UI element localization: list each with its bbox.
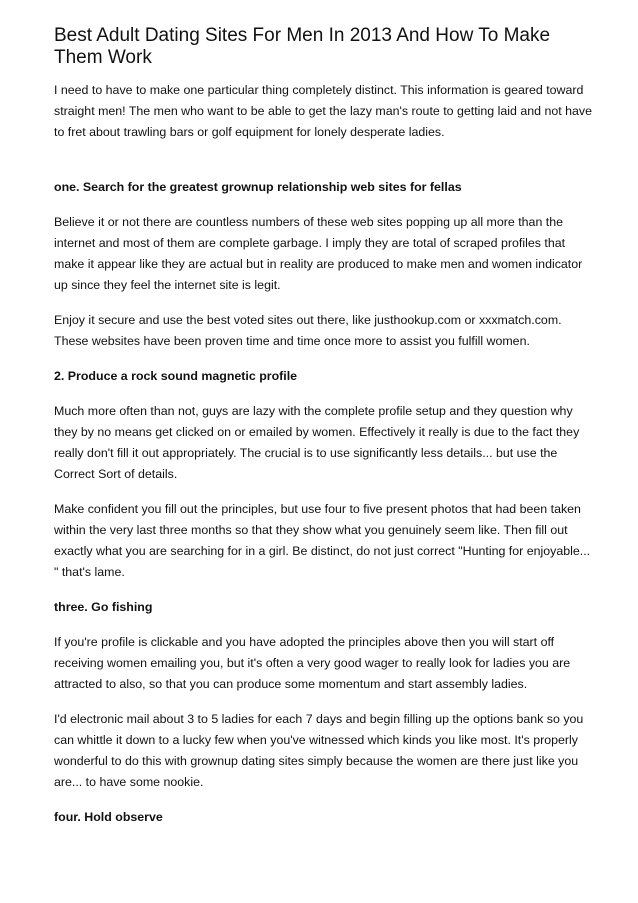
- section-3-paragraph-1: If you're profile is clickable and you have adopted the principles above then you will start off receiving women emailing you, but it's often a very good wager to really look for ladies you are attracted to also, so that you can produce some momentum and start assembly ladies.: [54, 635, 571, 691]
- section-3-paragraph-2: I'd electronic mail about 3 to 5 ladies for each 7 days and begin filling up the options bank so you can whittle it down to a lucky few when you've witnessed which kinds you like most. It's properly wonderful to do this with grownup dating sites simply because the women are there just like you are... to have some nookie.: [54, 712, 584, 789]
- document-title: Best Adult Dating Sites For Men In 2013 And How To Make Them Work: [54, 25, 551, 68]
- section-2-heading: 2. Produce a rock sound magnetic profile: [54, 369, 298, 383]
- section-1-paragraph-2: Enjoy it secure and use the best voted sites out there, like justhookup.com or xxxmatch.com. These websites have been proven time and time once more to assist you fulfill women.: [54, 313, 562, 348]
- intro-paragraph: I need to have to make one particular thing completely distinct. This information is geared toward straight men! The men who want to be able to get the lazy man's route to getting laid and not have to fret about trawling bars or golf equipment for lonely desperate ladies.: [54, 83, 593, 139]
- section-3-heading: three. Go fishing: [54, 600, 153, 614]
- section-2-paragraph-2: Make confident you fill out the principles, but use four to five present photos that had been taken within the very last three months so that they show what you genuinely seem like. Then fill out exactly what you are searching for in a girl. Be distinct, do not just correct "Hunting for enjoyable... " that's lame.: [54, 502, 591, 579]
- section-1-heading: one. Search for the greatest grownup relationship web sites for fellas: [54, 180, 462, 194]
- section-1-paragraph-1: Believe it or not there are countless numbers of these web sites popping up all more than the internet and most of them are complete garbage. I imply they are total of scraped profiles that make it appear like they are actual but in reality are produced to make men and women indicator up since they feel the internet site is legit.: [54, 215, 583, 292]
- section-2-paragraph-1: Much more often than not, guys are lazy with the complete profile setup and they question why they by no means get clicked on or emailed by women. Effectively it really is due to the fact they really don't fill it out appropriately. The crucial is to use significantly less details... but use the Correct Sort of details.: [54, 404, 580, 481]
- section-4: [54, 807, 594, 828]
- section-4-heading: four. Hold observe: [54, 810, 163, 824]
- section-2: [54, 366, 594, 583]
- document-page: [54, 25, 594, 842]
- section-3: [54, 597, 594, 793]
- section-1: [54, 177, 594, 352]
